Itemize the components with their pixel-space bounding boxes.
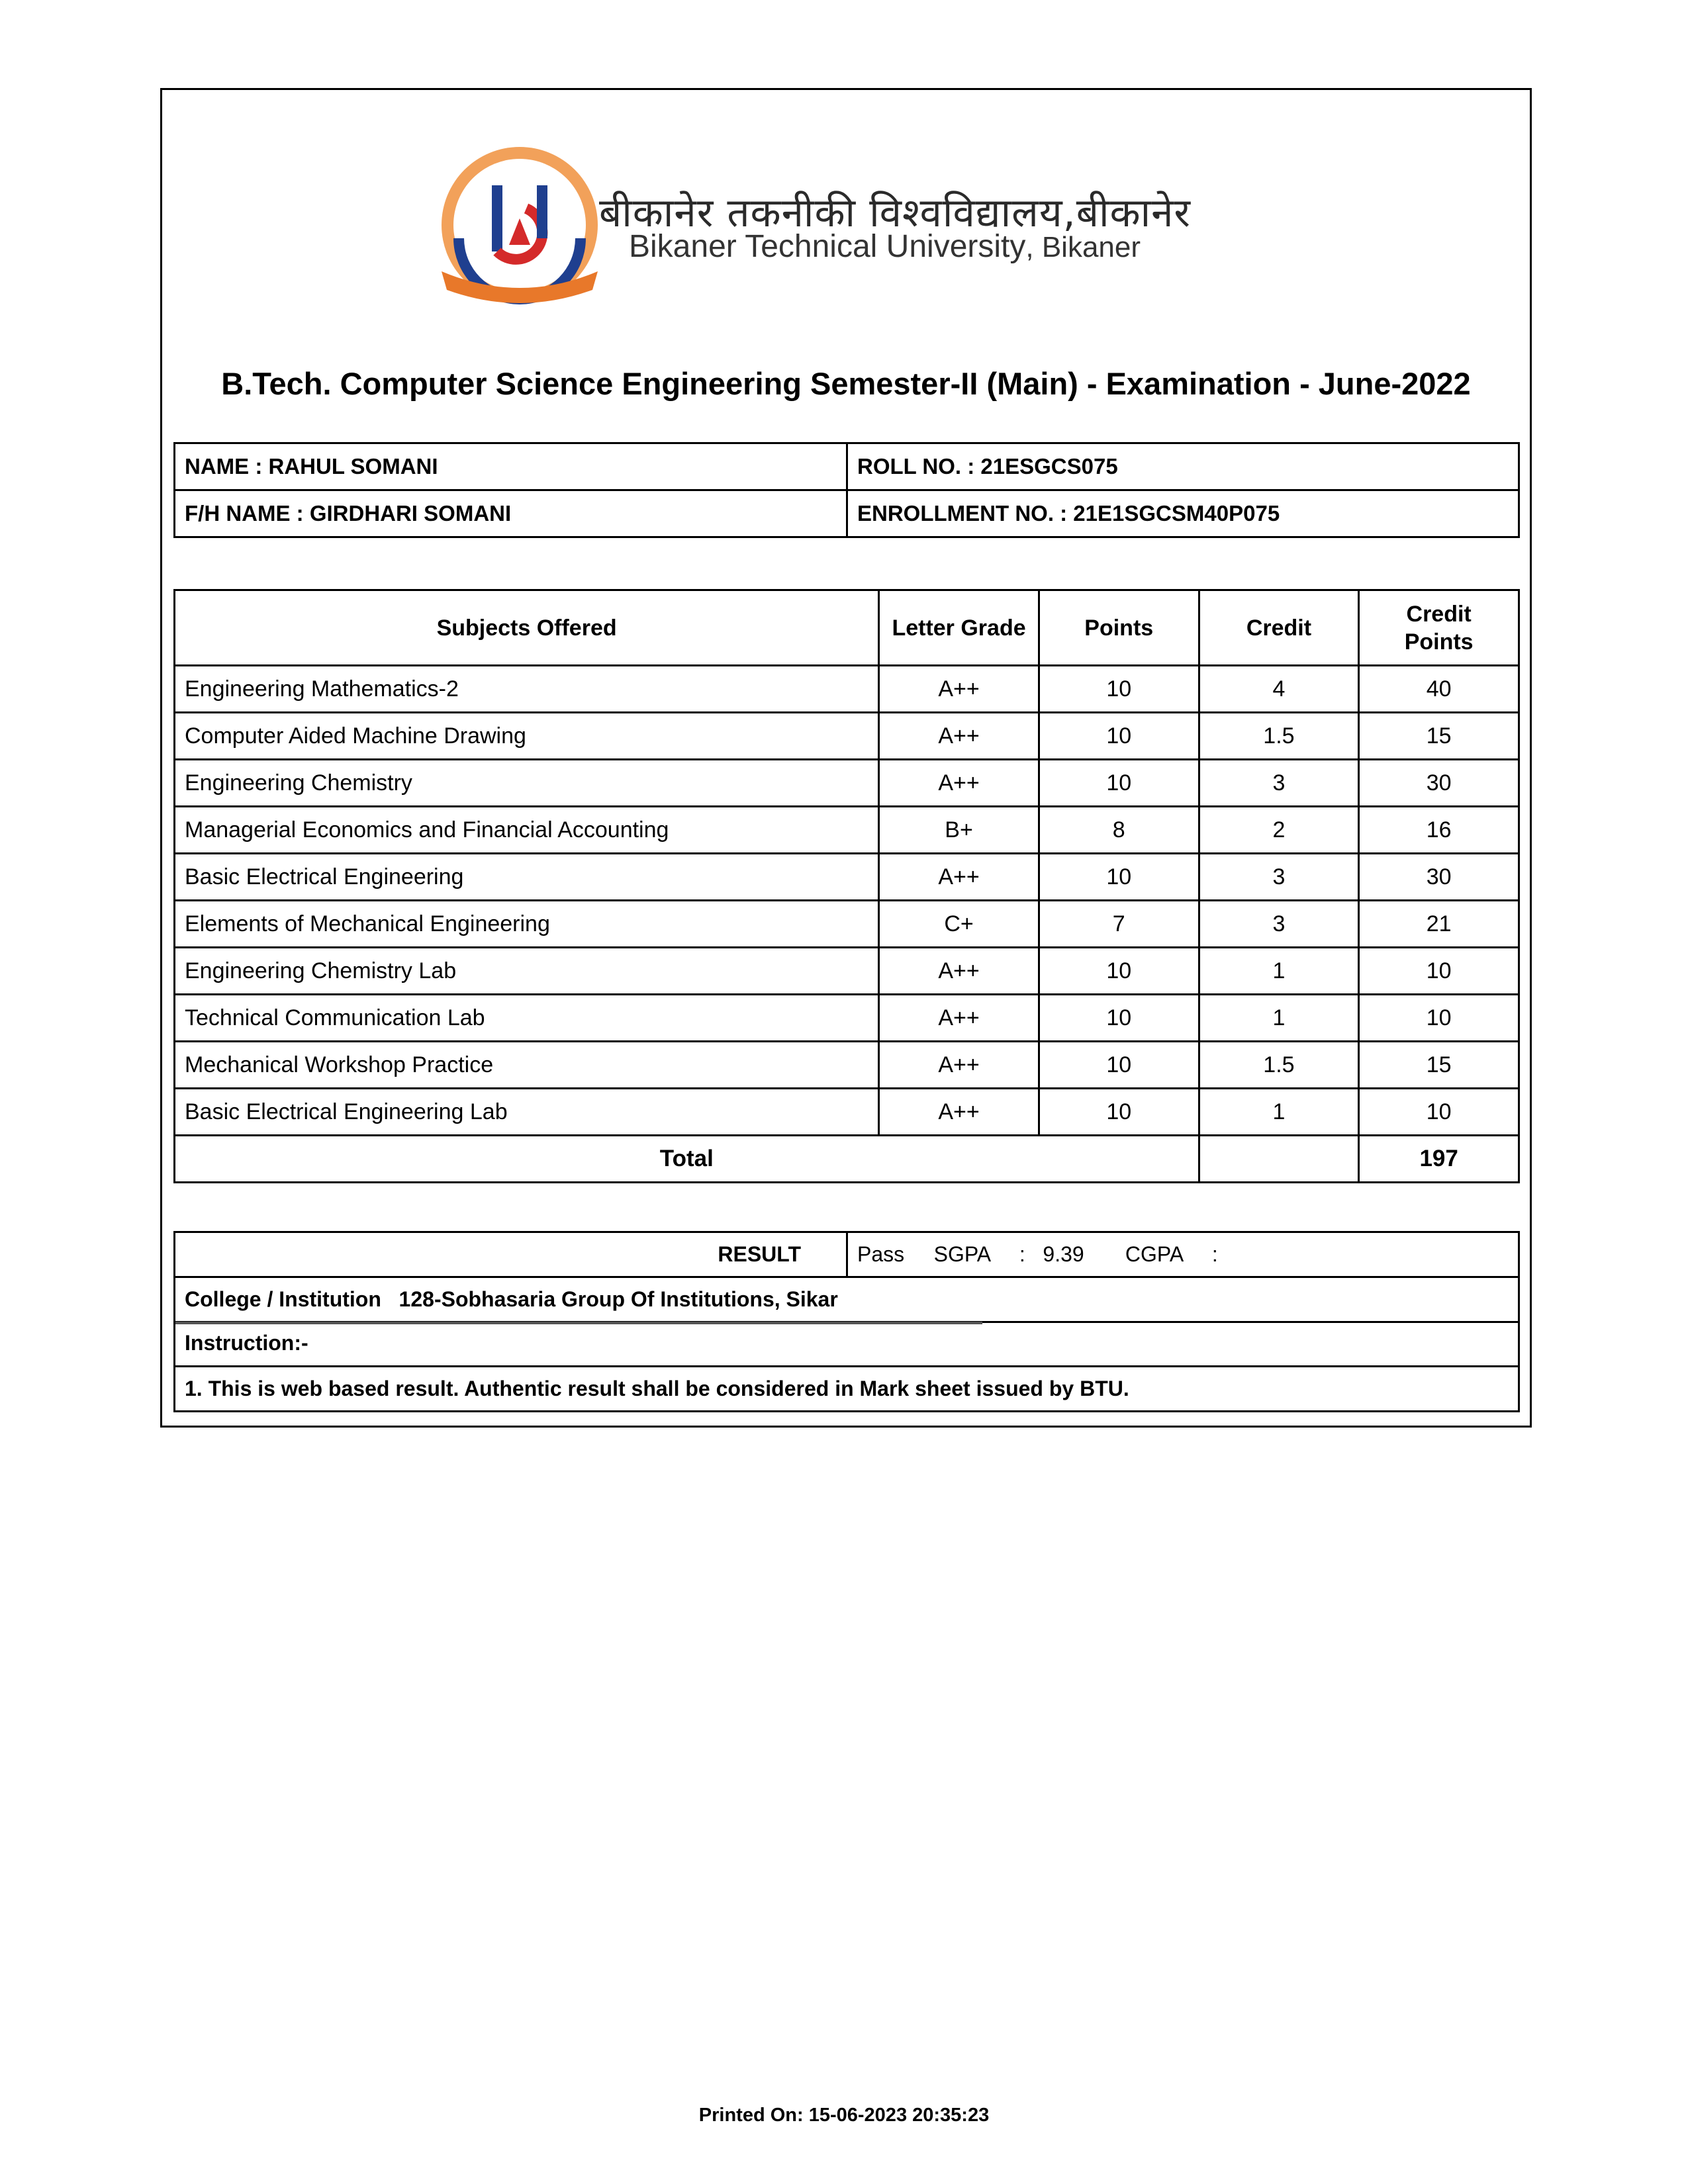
exam-title: B.Tech. Computer Science Engineering Semester-II (Main) - Examination - June-2022 [221, 366, 1471, 401]
university-name-hindi: बीकानेर तकनीकी विश्वविद्यालय,बीकानेर [599, 190, 1191, 236]
credit: 1 [1199, 995, 1359, 1042]
credit-points: 16 [1359, 807, 1519, 854]
header-credit: Credit [1199, 590, 1359, 666]
credit-points: 40 [1359, 666, 1519, 713]
table-row [175, 760, 1519, 807]
table-row [175, 807, 1519, 854]
instruction-item: 1. This is web based result. Authentic result shall be considered in Mark sheet issued by BTU. [175, 1366, 1519, 1411]
cgpa-label: CGPA [1125, 1242, 1183, 1266]
points: 10 [1039, 948, 1199, 995]
credit: 4 [1199, 666, 1359, 713]
total-credit-points: 197 [1359, 1136, 1519, 1183]
letter-grade: A++ [879, 1089, 1039, 1136]
header-subjects: Subjects Offered [175, 590, 879, 666]
credit-points: 30 [1359, 854, 1519, 901]
table-row [175, 948, 1519, 995]
result-values [847, 1232, 1519, 1277]
letter-grade: A++ [879, 854, 1039, 901]
letter-grade: C+ [879, 901, 1039, 948]
cgpa-separator: : [1211, 1242, 1218, 1266]
table-row [175, 995, 1519, 1042]
university-logo [427, 139, 612, 318]
subject-name: Technical Communication Lab [175, 995, 879, 1042]
table-row [175, 666, 1519, 713]
credit: 1.5 [1199, 713, 1359, 760]
points: 10 [1039, 713, 1199, 760]
enrollment-number: ENROLLMENT NO. : 21E1SGCSM40P075 [847, 490, 1519, 537]
header-credit-points-line1: Credit [1406, 601, 1472, 627]
credit: 3 [1199, 901, 1359, 948]
result-status: Pass [857, 1242, 905, 1266]
credit-points: 15 [1359, 713, 1519, 760]
table-row [175, 854, 1519, 901]
college-row [175, 1277, 1519, 1322]
header-letter-grade: Letter Grade [879, 590, 1039, 666]
points: 10 [1039, 1089, 1199, 1136]
subject-name: Elements of Mechanical Engineering [175, 901, 879, 948]
credit-points: 10 [1359, 995, 1519, 1042]
credit: 3 [1199, 760, 1359, 807]
letter-grade: A++ [879, 666, 1039, 713]
table-row [175, 901, 1519, 948]
result-table [173, 1231, 1520, 1323]
header-points: Points [1039, 590, 1199, 666]
student-name: NAME : RAHUL SOMANI [175, 443, 847, 490]
subject-name: Computer Aided Machine Drawing [175, 713, 879, 760]
subject-name: Engineering Chemistry Lab [175, 948, 879, 995]
university-name-english-main: Bikaner Technical University [629, 229, 1026, 264]
credit-points: 10 [1359, 1089, 1519, 1136]
credit-points: 15 [1359, 1042, 1519, 1089]
points: 10 [1039, 760, 1199, 807]
letter-grade: A++ [879, 713, 1039, 760]
letter-grade: A++ [879, 995, 1039, 1042]
points: 7 [1039, 901, 1199, 948]
instructions-heading: Instruction:- [175, 1321, 1519, 1366]
subject-name: Managerial Economics and Financial Accounting [175, 807, 879, 854]
credit: 2 [1199, 807, 1359, 854]
marks-table [173, 589, 1520, 1183]
credit-points: 10 [1359, 948, 1519, 995]
header-credit-points-line2: Points [1404, 629, 1474, 655]
sgpa-value: 9.39 [1043, 1242, 1084, 1266]
letter-grade: A++ [879, 1042, 1039, 1089]
points: 10 [1039, 666, 1199, 713]
credit: 3 [1199, 854, 1359, 901]
subject-name: Mechanical Workshop Practice [175, 1042, 879, 1089]
sgpa-separator: : [1019, 1242, 1025, 1266]
credit: 1 [1199, 948, 1359, 995]
result-label: RESULT [175, 1232, 847, 1277]
subject-name: Basic Electrical Engineering [175, 854, 879, 901]
university-name-english [629, 228, 1141, 265]
total-row [175, 1136, 1519, 1183]
college-label: College / Institution [185, 1287, 381, 1311]
subject-name: Engineering Chemistry [175, 760, 879, 807]
letter-grade: A++ [879, 760, 1039, 807]
student-info-table [173, 442, 1520, 538]
points: 8 [1039, 807, 1199, 854]
letter-grade: B+ [879, 807, 1039, 854]
father-name: F/H NAME : GIRDHARI SOMANI [175, 490, 847, 537]
points: 10 [1039, 995, 1199, 1042]
credit-points: 30 [1359, 760, 1519, 807]
printed-on-timestamp: Printed On: 15-06-2023 20:35:23 [698, 2105, 990, 2126]
table-row [175, 1042, 1519, 1089]
header-credit-points [1359, 590, 1519, 666]
university-city: , Bikaner [1025, 231, 1141, 263]
subject-name: Engineering Mathematics-2 [175, 666, 879, 713]
sgpa-label: SGPA [933, 1242, 990, 1266]
credit: 1 [1199, 1089, 1359, 1136]
total-credit [1199, 1136, 1359, 1183]
table-row [175, 713, 1519, 760]
table-row [175, 1089, 1519, 1136]
points: 10 [1039, 1042, 1199, 1089]
total-label: Total [175, 1136, 1199, 1183]
points: 10 [1039, 854, 1199, 901]
roll-number: ROLL NO. : 21ESGCS075 [847, 443, 1519, 490]
subject-name: Basic Electrical Engineering Lab [175, 1089, 879, 1136]
credit: 1.5 [1199, 1042, 1359, 1089]
letter-grade: A++ [879, 948, 1039, 995]
credit-points: 21 [1359, 901, 1519, 948]
instructions-table [173, 1321, 1520, 1412]
college-value: 128-Sobhasaria Group Of Institutions, Sikar [399, 1287, 838, 1311]
